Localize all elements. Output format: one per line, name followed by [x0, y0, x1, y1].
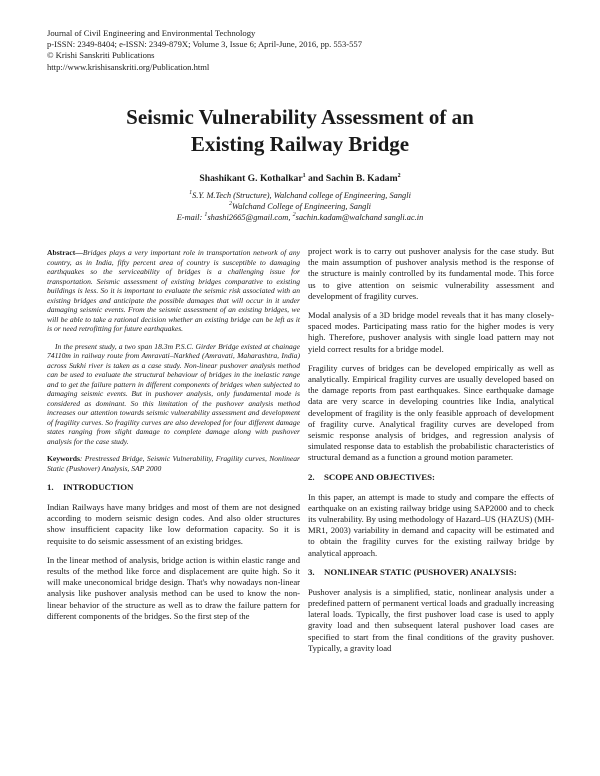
intro-paragraph-5: Fragility curves of bridges can be developed empirically as well as analytically. Empirical fragility curves are usually developed based on the damage reports from past earthquakes. Since earthquake damage data are very scarce in developing countries like India, analytical development of fragility is the only feasible approach of development of fragility curve. Analytical fragility curves are developed from seismic response analysis of bridges, and regression analysis of simulated response data to establish the probabilistic characteristics of structural demand as a function a ground motion parameter. [308, 362, 554, 463]
section-heading-scope: 2. SCOPE AND OBJECTIVES: [308, 471, 435, 482]
author-2-sup: 2 [397, 172, 401, 179]
keywords [47, 454, 300, 473]
affiliations [0, 190, 600, 224]
author-and: and [305, 173, 326, 184]
journal-issn: p-ISSN: 2349-8404; e-ISSN: 2349-879X; Volume 3, Issue 6; April-June, 2016, pp. 553-557 [47, 39, 363, 50]
email-2[interactable]: sachin.kadam@walchand sangli.ac.in [295, 213, 424, 223]
right-column [308, 246, 554, 662]
abstract-paragraph-2 [47, 342, 300, 447]
abstract-label: Abstract— [47, 248, 83, 257]
pushover-paragraph: Pushover analysis is a simplified, static, nonlinear analysis under a predefined pattern of permanent vertical loads and gradually increasing lateral loads. Typically, the first pushover load case is used to apply gravity load and then subsequent lateral pushover load cases are specified to start from the final conditions of the gravity pushover. Typically, a gravity load [308, 586, 554, 653]
paper-title [0, 104, 600, 158]
intro-paragraph-1: Indian Railways have many bridges and most of them are not designed according to modern seismic design codes. And also older structures show insufficient capacity like low deformation capacity. So it is requisite to do seismic assessment of an existing bridges. [47, 502, 300, 546]
journal-publisher: © Krishi Sanskriti Publications [47, 50, 155, 61]
title-line-1: Seismic Vulnerability Assessment of an [126, 105, 474, 129]
email-line: E-mail: $^1$shashi2665@gmail.com, $^2$sachin.kadam@walchand sangli.ac.in [176, 212, 424, 223]
author-1-sup: 1 [302, 172, 306, 179]
intro-paragraph-2: In the linear method of analysis, bridge action is within elastic range and results of the method like force and displacement are quite high. So it will make uneconomical bridge design. That's why nowadays non-linear analysis like pushover analysis method can be used to know the non-linear behavior of the structure as well as to draw the failure pattern for different components of the bridges. So the first step of the [47, 554, 300, 621]
intro-paragraph-3: project work is to carry out pushover analysis for the case study. But the main assumption of pushover analysis method is the response of the structure is mainly controlled by its fundamental mode. This force us to give attention on seismic vulnerability assessment and development of fragility curves. [308, 246, 554, 301]
intro-paragraph-4: Modal analysis of a 3D bridge model reveals that it has many closely-spaced modes. Participating mass ratio for the higher modes is very high. Therefore, pushover analysis with single load pattern may not yield correct results for a bridge model. [308, 310, 554, 354]
author-list [0, 173, 600, 184]
section-heading-pushover: 3. NONLINEAR STATIC (PUSHOVER) ANALYSIS: [308, 566, 517, 577]
abstract-paragraph-1 [47, 248, 300, 334]
keywords-label: Keywords [47, 454, 80, 463]
journal-name: Journal of Civil Engineering and Environmental Technology [47, 28, 256, 38]
journal-header [47, 28, 362, 73]
abstract-text-1: Bridges plays a very important role in transportation network of any country, as in India, fifty percent area of country is susceptible to damaging earthquakes so the serviceability of bridges is a challenging issue for transportation. Seismic assessment of existing bridges comparative to existing buildings is less. So it is important to evaluate the seismic risk associated with an existing bridges and anticipate the possible damages that will occur in it under damaging seismic events. From the seismic assessment of an existing bridges, we will be able to take a rational decision whether an existing bridge can be left as it is or need retrofitting for future earthquakes. [47, 248, 300, 333]
affiliation-2: $^2$Walchand College of Engineering, Sangli [228, 201, 372, 212]
affiliation-1: $^1$S.Y. M.Tech (Structure), Walchand college of Engineering, Sangli [189, 190, 411, 200]
keywords-text: : Prestressed Bridge, Seismic Vulnerability, Fragility curves, Nonlinear Static (Pushover) Analysis, SAP 2000 [47, 454, 300, 473]
journal-url[interactable]: http://www.krishisanskriti.org/Publication.html [47, 61, 210, 72]
scope-paragraph: In this paper, an attempt is made to study and compare the effects of earthquake on an existing railway bridge using SAP2000 and to check its vulnerability. By using methodology of Hazard–US (HAZUS) (MH-MR1, 2003) variability in demand and capacity will be estimated and to obtain the fragility curves for the existing railway bridge by analytical approach. [308, 491, 555, 558]
left-column [47, 248, 300, 630]
author-2: Sachin B. Kadam [325, 173, 398, 184]
author-1: Shashikant G. Kothalkar [199, 173, 303, 184]
email-1[interactable]: shashi2665@gmail.com, [207, 213, 293, 223]
abstract-text-2: In the present study, a two span 18.3m P.S.C. Girder Bridge existed at chainage 74110m in railway route from Amravati–Narkhed (Amravati, Maharashtra, India) across Sukhi river is taken as a case study. Non-linear pushover analysis method can be used to evaluate the structural behaviour of bridges in the inelastic range and to get the failure pattern in different components of bridges when subjected to damaging seismic events. But in pushover analysis, only fundamental mode is considered as dominant. So this limitation of the pushover analysis method increases our attention towards seismic vulnerability assessment and development of fragility curves. So fragility curves are also developed for four different damage states ranging from slight damage to complete damage along with pushover analysis for the case study. [47, 341, 300, 446]
title-line-2: Existing Railway Bridge [190, 132, 410, 156]
section-heading-introduction: 1. INTRODUCTION [47, 482, 134, 492]
